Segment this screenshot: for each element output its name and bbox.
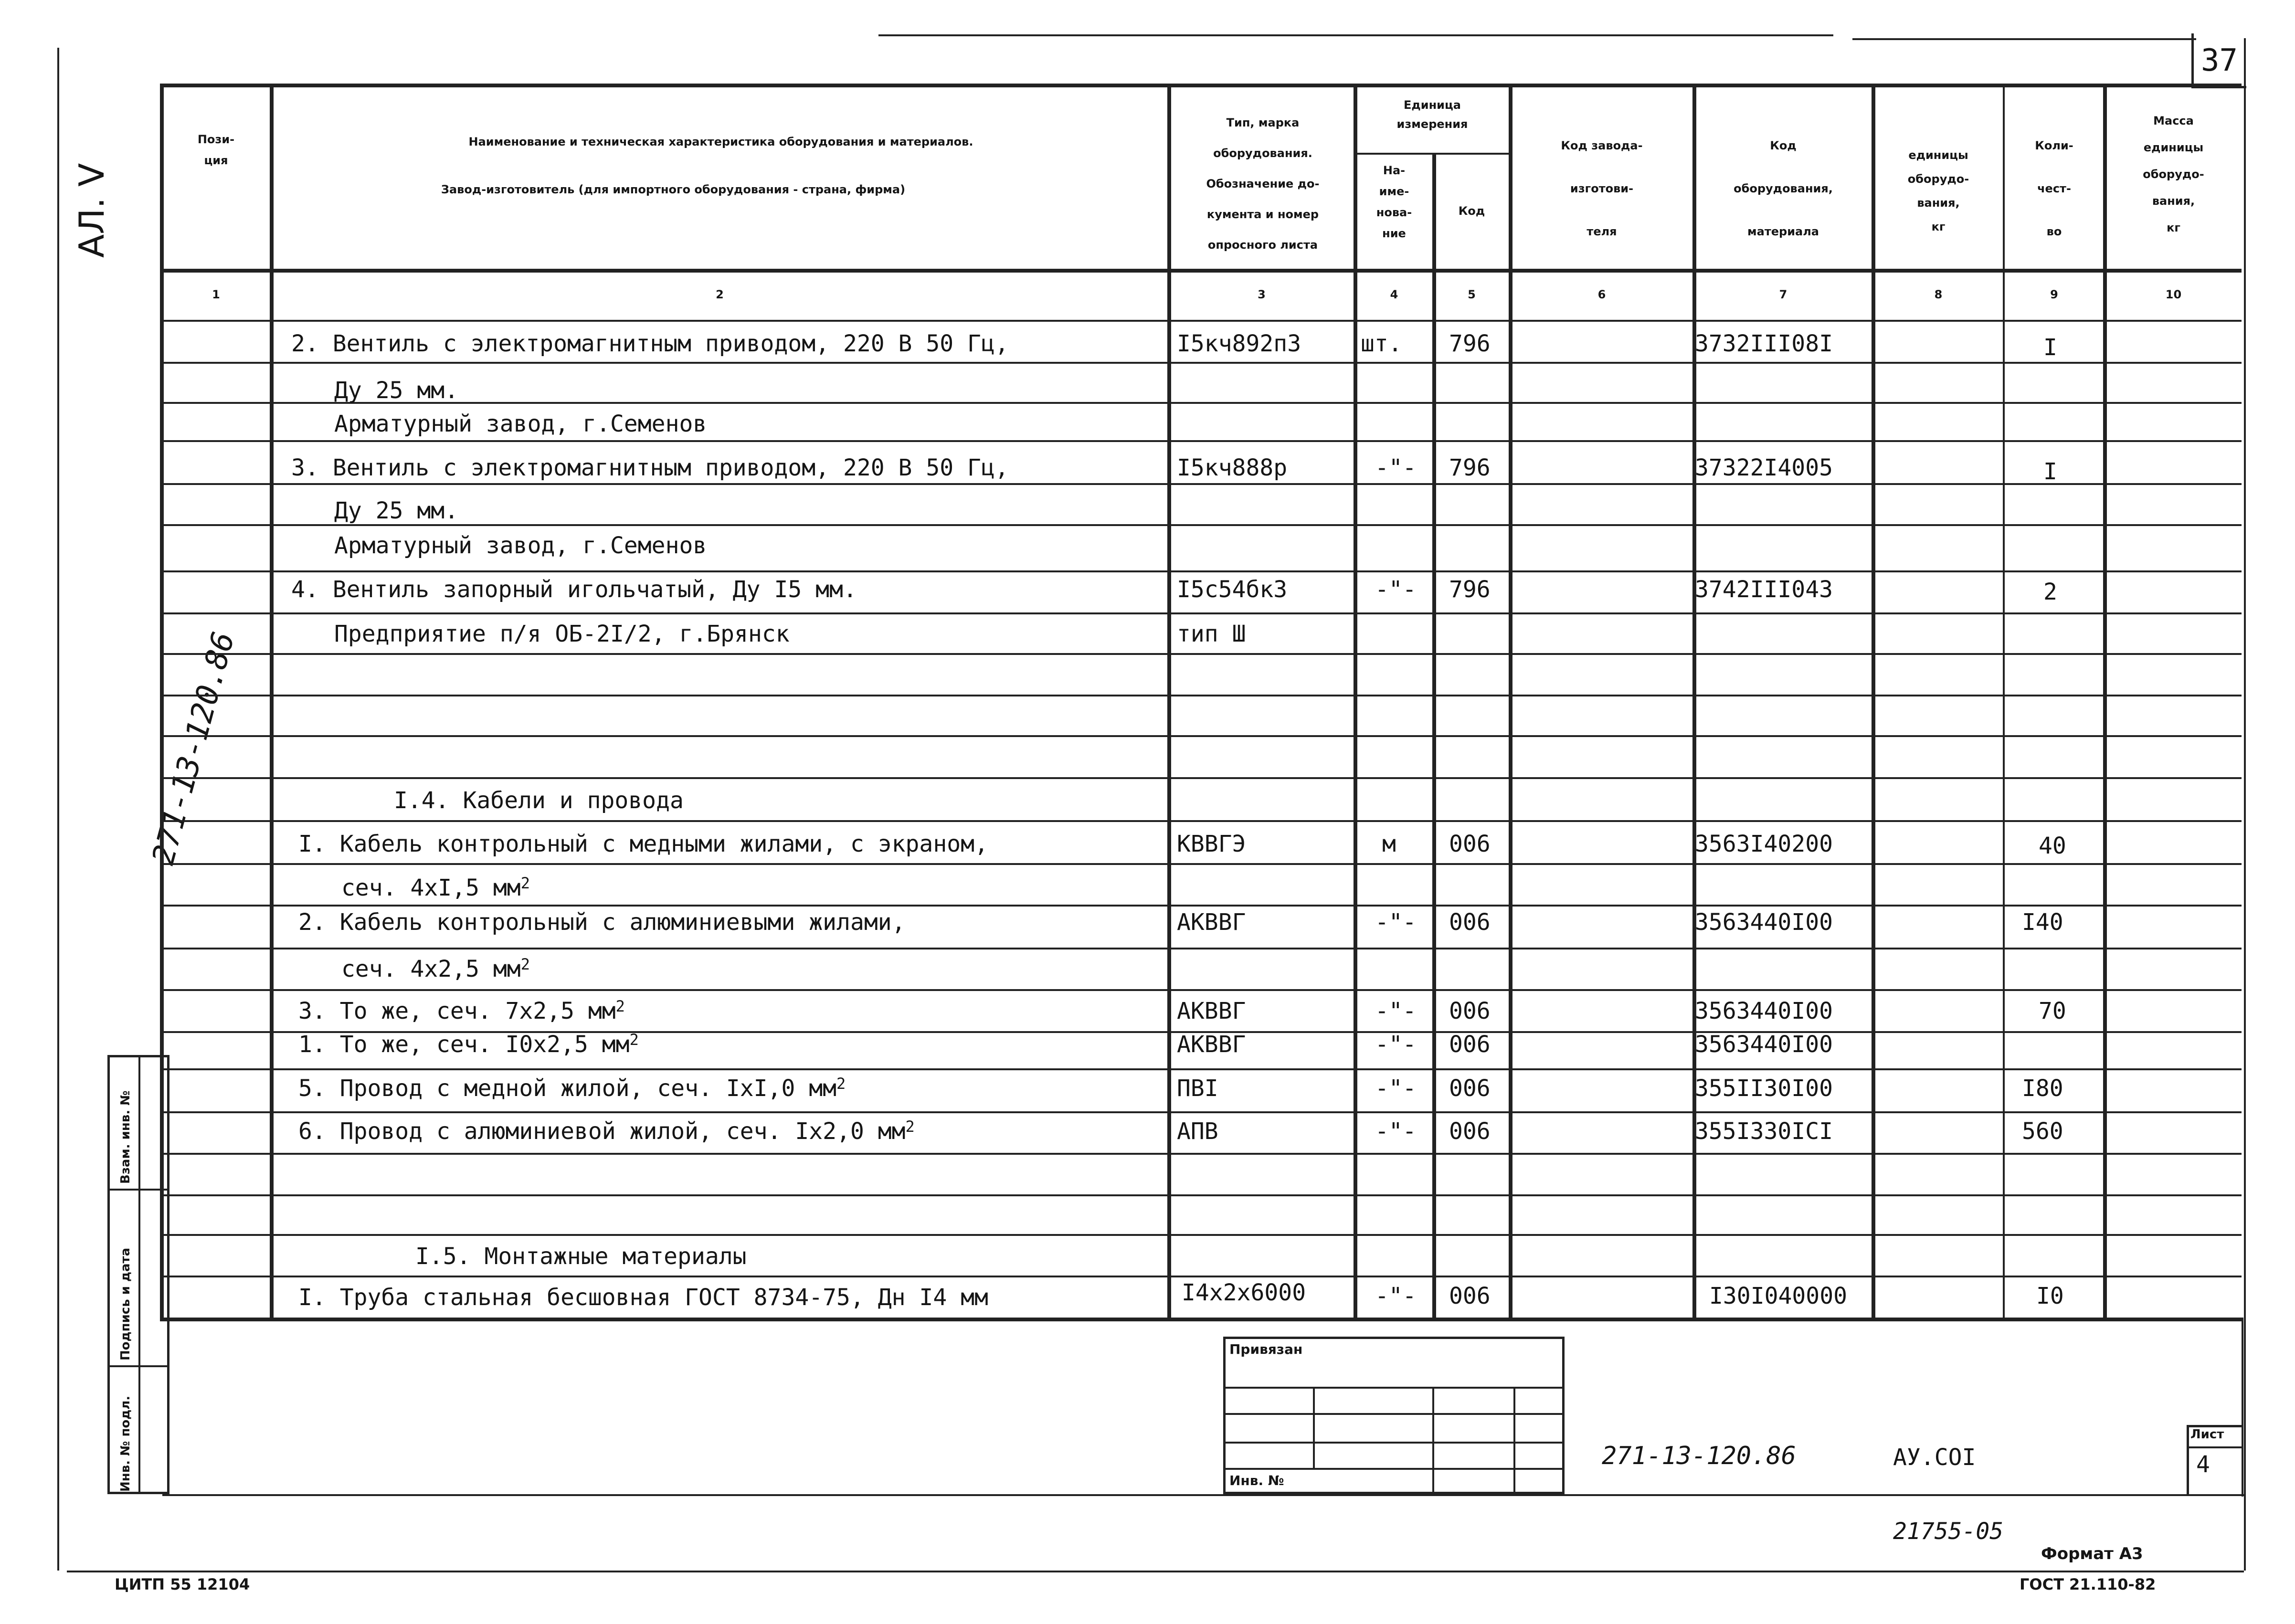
header-col4: На- име- нова- ние — [1376, 164, 1412, 240]
table-bottom — [160, 1318, 2242, 1321]
row-name-text: 3. То же, сеч. 7х2,5 мм — [298, 998, 616, 1024]
header-col10: Масса единицы оборудо- вания, кг — [2143, 114, 2204, 234]
col-num-5: 5 — [1468, 288, 1476, 301]
col-num-6: 6 — [1597, 288, 1606, 301]
row-name — [298, 1030, 639, 1059]
row-unit-code: 006 — [1449, 1075, 1491, 1102]
side-code: 271-13-120.86 — [146, 628, 242, 869]
sheet-label: Лист — [2190, 1427, 2224, 1442]
side-stamp-line — [107, 1365, 169, 1367]
row-unit: -"- — [1375, 576, 1417, 603]
row-type: КВВГЭ — [1177, 831, 1246, 857]
row-type: АПВ — [1177, 1118, 1218, 1145]
col-num-8: 8 — [1934, 288, 1943, 301]
row-name: I. Труба стальная бесшовная ГОСТ 8734-75, Дн I4 мм — [298, 1284, 988, 1311]
row-name-sup: 2 — [520, 955, 530, 973]
row-unit: -"- — [1375, 998, 1417, 1024]
row-line — [160, 820, 2242, 822]
col-num-3: 3 — [1258, 288, 1266, 301]
stamp-right-line — [2242, 1318, 2243, 1497]
row-line — [160, 402, 2242, 404]
row-name-text: сеч. 4хI,5 мм — [341, 875, 521, 901]
row-name-text: сеч. 4х2,5 мм — [341, 956, 521, 982]
row-name-sup: 2 — [836, 1075, 846, 1093]
row-name-sup: 2 — [629, 1031, 639, 1049]
row-type: I5кч888р — [1177, 454, 1288, 481]
row-line — [160, 612, 2242, 614]
row-unit: м — [1382, 831, 1396, 857]
col-num-2: 2 — [716, 288, 724, 301]
row-unit: -"- — [1375, 1118, 1417, 1145]
privyazan-col — [1513, 1387, 1515, 1494]
col-divider-2 — [1167, 84, 1171, 1320]
header-bottom — [160, 269, 2242, 273]
row-line — [160, 1153, 2242, 1155]
row-unit-code: 006 — [1449, 1283, 1491, 1309]
row-line — [160, 653, 2242, 655]
row-qty: I40 — [2022, 909, 2063, 936]
side-stamp-line — [107, 1189, 169, 1191]
table-top — [160, 84, 2242, 87]
row-type: I4х2х6000 — [1182, 1279, 1306, 1306]
doc-mark: АУ.COI — [1893, 1444, 1976, 1471]
row-qty: I — [2043, 334, 2057, 361]
row-name-text: 6. Провод с алюминиевой жилой, сеч. Iх2,0 мм — [298, 1118, 906, 1145]
col-divider-7 — [1872, 84, 1875, 1320]
row-name: 4. Вентиль запорный игольчатый, Ду I5 мм. — [291, 576, 857, 603]
row-line — [160, 989, 2242, 991]
row-unit-code: 006 — [1449, 909, 1491, 936]
row-line — [160, 362, 2242, 364]
row-name — [298, 1074, 846, 1103]
row-name-text: 5. Провод с медной жилой, сеч. IхI,0 мм — [298, 1075, 837, 1102]
row-name-sup: 2 — [520, 874, 530, 892]
row-unit: -"- — [1375, 454, 1417, 481]
header-col7: Код оборудования, материала — [1734, 139, 1833, 238]
row-type: АКВВГ — [1177, 909, 1246, 936]
stamp-bottom-line — [162, 1494, 2244, 1496]
row-qty: 2 — [2043, 579, 2057, 605]
row-name — [341, 955, 530, 983]
row-line — [160, 1068, 2242, 1070]
section-heading: I.5. Монтажные материалы — [415, 1243, 747, 1270]
col-divider-3 — [1354, 84, 1357, 1320]
row-line — [160, 905, 2242, 907]
row-name — [298, 997, 625, 1025]
row-name: Ду 25 мм. — [334, 377, 459, 404]
row-type: тип Ш — [1177, 621, 1246, 647]
col-num-10: 10 — [2165, 288, 2182, 301]
row-unit: -"- — [1375, 909, 1417, 936]
footer-left: ЦИТП 55 12104 — [115, 1575, 250, 1593]
row-line — [160, 695, 2242, 696]
inv-no-label: Инв. № — [1229, 1473, 1284, 1488]
row-unit-code: 796 — [1449, 576, 1491, 603]
row-name: 3. Вентиль с электромагнитным приводом, 220 В 50 Гц, — [291, 454, 1009, 481]
row-line — [160, 1276, 2242, 1277]
row-line — [160, 735, 2242, 737]
row-code: 355I330ICI — [1695, 1118, 1833, 1145]
row-unit-code: 006 — [1449, 998, 1491, 1024]
header-col8: единицы оборудо- вания, кг — [1907, 148, 1969, 233]
outer-frame-right — [2244, 38, 2246, 1571]
row-code: 3563440I00 — [1695, 998, 1833, 1024]
header-col3: Тип, марка оборудования. Обозначение до- кумента и номер опросного листа — [1206, 116, 1320, 252]
row-code: 3563440I00 — [1695, 1031, 1833, 1058]
row-line — [160, 524, 2242, 526]
row-line — [160, 483, 2242, 485]
row-qty: I0 — [2036, 1283, 2064, 1309]
col-num-4: 4 — [1390, 288, 1398, 301]
row-type: ПВI — [1177, 1075, 1218, 1102]
row-code: 355II30I00 — [1695, 1075, 1833, 1102]
side-label-vzam: Взам. инв. № — [118, 1090, 133, 1184]
col-divider-1 — [270, 84, 274, 1320]
row-type: АКВВГ — [1177, 1031, 1246, 1058]
col-num-7: 7 — [1779, 288, 1787, 301]
row-line — [160, 570, 2242, 572]
row-name: 2. Кабель контрольный с алюминиевыми жилами, — [298, 909, 906, 936]
top-border-line-right — [1852, 38, 2196, 40]
footer-right: ГОСТ 21.110-82 — [2020, 1575, 2156, 1593]
row-unit-code: 006 — [1449, 1031, 1491, 1058]
unit-group-line — [1354, 153, 1509, 155]
header-unit-group: Единица измерения — [1396, 98, 1468, 131]
row-line — [160, 1111, 2242, 1113]
col-num-1: 1 — [212, 288, 220, 301]
row-type: I5кч892п3 — [1177, 330, 1301, 357]
sheet-number: 4 — [2196, 1451, 2210, 1478]
row-unit-code: 006 — [1449, 1118, 1491, 1145]
row-qty: I — [2043, 458, 2057, 485]
side-label-inv: Инв. № подл. — [118, 1395, 133, 1492]
row-name — [341, 874, 530, 902]
privyazan-col — [1313, 1387, 1315, 1468]
side-mark: АЛ. V — [72, 163, 112, 258]
col-divider-9 — [2103, 84, 2107, 1320]
col-divider-8 — [2003, 84, 2005, 1320]
top-border-line — [878, 34, 1833, 36]
row-line — [160, 440, 2242, 442]
header-col5: Код — [1458, 204, 1485, 218]
row-unit: -"- — [1375, 1283, 1417, 1309]
row-qty: I80 — [2022, 1075, 2063, 1102]
row-name: Предприятие п/я ОБ-2I/2, г.Брянск — [334, 621, 790, 647]
row-name: 2. Вентиль с электромагнитным приводом, 220 В 50 Гц, — [291, 330, 1009, 357]
row-name: I. Кабель контрольный с медными жилами, с экраном, — [298, 831, 988, 857]
number-row-bottom — [160, 320, 2242, 322]
row-name-text: 1. То же, сеч. I0х2,5 мм — [298, 1031, 630, 1058]
row-code: I30I040000 — [1709, 1283, 1847, 1309]
handwritten-number: 21755-05 — [1893, 1518, 2004, 1545]
row-line — [160, 948, 2242, 949]
outer-frame-bottom — [67, 1571, 2244, 1572]
row-line — [160, 777, 2242, 779]
row-unit-code: 006 — [1449, 831, 1491, 857]
section-heading: I.4. Кабели и провода — [394, 787, 684, 814]
row-qty: 560 — [2022, 1118, 2063, 1145]
row-line — [160, 863, 2242, 865]
sheet-box-line — [2187, 1446, 2242, 1448]
row-name-sup: 2 — [615, 997, 625, 1015]
row-name: Ду 25 мм. — [334, 497, 459, 524]
row-name — [298, 1117, 915, 1146]
row-code: 3563440I00 — [1695, 909, 1833, 936]
row-line — [160, 1234, 2242, 1236]
row-name: Арматурный завод, г.Семенов — [334, 532, 707, 559]
header-col6: Код завода- изготови- теля — [1561, 139, 1643, 238]
row-unit: -"- — [1375, 1075, 1417, 1102]
row-name: Арматурный завод, г.Семенов — [334, 411, 707, 437]
row-code: 3742III043 — [1695, 576, 1833, 603]
row-unit-code: 796 — [1449, 454, 1491, 481]
side-label-signature: Подпись и дата — [118, 1247, 133, 1360]
row-code: 3563I40200 — [1695, 831, 1833, 857]
privyazan-col — [1432, 1387, 1434, 1494]
row-line — [160, 1194, 2242, 1196]
header-col2-line2: Завод-изготовитель (для импортного оборудования - страна, фирма) — [441, 183, 906, 196]
row-unit-code: 796 — [1449, 330, 1491, 357]
row-qty: 40 — [2039, 833, 2066, 859]
doc-code: 271-13-120.86 — [1602, 1442, 1796, 1470]
col-num-9: 9 — [2050, 288, 2058, 301]
row-code: 3732III08I — [1695, 330, 1833, 357]
row-code: 37322I4005 — [1695, 454, 1833, 481]
row-qty: 70 — [2039, 998, 2066, 1024]
privyazan-label: Привязан — [1229, 1341, 1303, 1357]
row-type: АКВВГ — [1177, 998, 1246, 1024]
format-label: Формат А3 — [2041, 1544, 2143, 1563]
col-divider-5 — [1509, 84, 1512, 1320]
header-col2-line1: Наименование и техническая характеристика оборудования и материалов. — [468, 135, 973, 148]
outer-frame-left — [57, 48, 59, 1571]
page-number: 37 — [2201, 43, 2238, 78]
row-unit: шт. — [1361, 330, 1402, 357]
header-col1: Пози- ция — [197, 133, 235, 167]
row-unit: -"- — [1375, 1031, 1417, 1058]
row-type: I5с54бк3 — [1177, 576, 1288, 603]
row-name-sup: 2 — [905, 1118, 915, 1136]
side-stamp-divider — [138, 1055, 140, 1494]
header-col9: Коли- чест- во — [2035, 139, 2073, 238]
